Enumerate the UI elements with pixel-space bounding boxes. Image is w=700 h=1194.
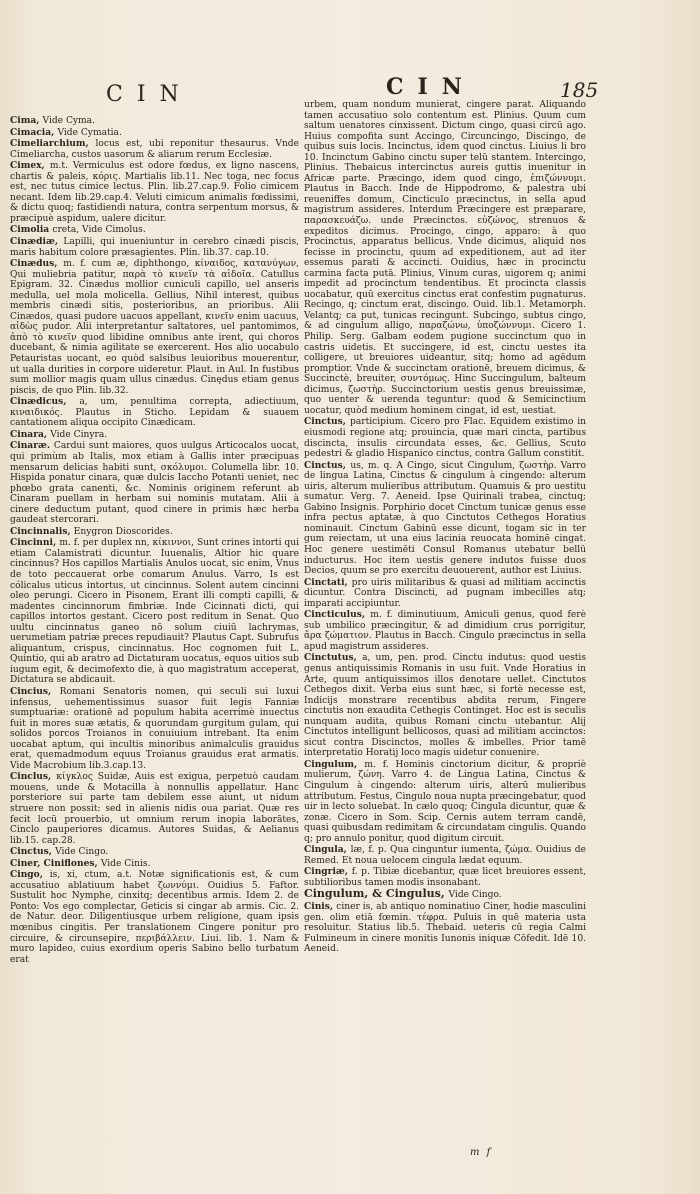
entry-text: m.t. Vermiculus est odore fœdus, ex ligno nascens, chartis & paleis, κόρις. Martialis lib.11. Nec toga, nec focus est, nec tutus cimice lectus. Plin. lib.27.cap.9. Folio cimicem necant. Idem lib.29.cap.4. Veluti cimicum animalis fœdissimi, & dictu quoq; fastidiendi natura, contra serpentum morsus, & præcipuè aspidum, ualere dicitur.	[10, 161, 299, 224]
entry-text: ciner is, ab antiquo nominatiuo Ciner, hodie masculini gen. olim etiā fœmin. τέφρα. Puluis in quē materia usta resoluitur. Statius lib.5. Thebaid. ueteris cū regia Calmi Fulmineum in cinere monitis Iunonis iniquæ Cōfedit. Idē 10. Aeneid.	[304, 902, 586, 955]
entry-text: m. f. cum æ, diphthongo, κίναιδος, κατανύγων, Qui muliebria patitur, παρὰ τὸ κινεῖν τὰ αἰδοῖα. Catullus Epigram. 32. Cinædus mollior cuniculi capillo, uel anseris medulla, uel mola molicella. Gellius, Nihil interest, quibus membris cinædi sitis, posterioribus, an prioribus. Alii Cinædos, quasi pudore uacuos appellant, κινεῖν enim uacuus, αἰδὼς pudor. Alii interpretantur saltatores, uel pantomimos, ἀπὸ τὸ κινεῖν quod libidine omnibus ante irent, qui choros ducebant, & nimia agilitate se exercerent. Hos alio uocabulo Petauristas uocant, eo quòd salsibus leuioribus mouerentur, ut ualla durities in corpore uideretur. Plaut. in Aul. In fustibus sum mollior magis quam ullus cinædus. Cinędus etiam genus piscis, de quo Plin. lib.32.	[10, 259, 299, 396]
header-left-word: CIN	[106, 82, 193, 107]
dictionary-entry	[304, 461, 586, 577]
entry-text: f. p. Tibiæ dicebantur, quæ licet breuiores essent, subtilioribus tamen modis insonabant.	[304, 867, 586, 888]
catchword: m f	[470, 1147, 493, 1158]
dictionary-entry	[304, 867, 586, 888]
dictionary-entry	[10, 128, 299, 139]
entry-headword: Cinis,	[304, 901, 337, 913]
entry-text: Lapilli, qui inueniuntur in cerebro cinædi piscis, maris habitum colore præsagientes. Plin. lib.37. cap.10.	[10, 237, 299, 258]
dictionary-entry	[10, 161, 299, 224]
entry-text: Enygron Dioscorides.	[73, 526, 173, 537]
entry-text: κίγκλος Suidæ, Auis est exigua, perpetuò caudam mouens, unde & Motacilla à nonnullis appellatur. Hanc porsteriore sui parte tam debilem esse aiunt, ut nidum struere non possit: sed in alienis nidis oua pariat. Quæ res fecit locū prouerbio, ut omnium rerum inopia laborātes, Cinclo pauperiores dicamus. Autores Suidas, & Aelianus lib.15. cap.28.	[10, 772, 299, 846]
entry-headword: Cinædicus,	[10, 396, 80, 408]
entry-text: is, xi, ctum, a.t. Notæ significationis est, & cum accusatiuo ablatiuum habet ζωννύμι. Ouidius 5. Faftor. Sustulit hoc Nymphe, cinxitq; decentibus armis. Idem 2. de Ponto: Vos ego complectar, Geticis si cingar ab armis. Cic. 2. de Natur. deor. Diligentiusque urbem religione, quam ipsis mœnibus cingitis. Per translationem Cingere ponitur pro circuire, & circunsepire, περιβάλλειν. Liui. lib. 1. Nam & muro lapideo, cuius exordium operis Sabino bello turbatum erat	[10, 870, 299, 965]
entry-headword: Cingulum,	[304, 758, 365, 770]
dictionary-entry	[304, 100, 586, 416]
entry-text: Vide Cinyra.	[50, 429, 108, 440]
entry-text: participium. Cicero pro Flac. Equidem existimo in eiusmodi regione atq; prouincia, quæ mari cincta, partibus discincta, insulis circundata esses, &c. Gellius, Scuto pedestri & gladio Hispanico cinctus, contra Gallum constitit.	[304, 417, 586, 460]
entry-headword: Cimolia	[10, 224, 53, 236]
dictionary-entry	[10, 538, 299, 686]
entry-headword: Cinctus,	[304, 459, 351, 471]
entry-text: m. f. per duplex nn, κίκιννοι, Sunt crines intorti qui etiam Calamistrati dicuntur. Iuuenalis, Altior hic quare cincinnus? Hos capillos Martialis Anulos uocat, sic enim, Vnus de toto peccauerat orbe comarum Anulus. Varro, Is est cólicalus uticus intortus, ut cincinnus. Solent autem cincinni oleo perungi. Cicero in Pisonem, Erant illi compti capilli, & madentes cincinnorum fimbriæ. Inde Cicinnati dicti, qui capillos intortos gestant. Cicero post reditum in Senat. Quo uultu cincinnatus ganeo nō solum ciuiū lachrymas, uerumetiam patriæ preces repudiauit? Plautus Capt. Subrufus aliquantum, crispus, cincinnatus. Hoc cognomen fuit L. Quintio, qui ab aratro ad Dictaturam uocatus, equos uitios sub iugum egit, & decimofexto die, à quo magistratum acceperat, Dictatura se abdicauit.	[10, 538, 299, 686]
dictionary-entry	[10, 225, 299, 236]
entry-headword: Cimex,	[10, 160, 50, 172]
entry-headword: Cingulum, & Cingulus,	[304, 887, 449, 901]
dictionary-entry	[304, 653, 586, 758]
dictionary-entry	[10, 430, 299, 441]
dictionary-entry	[10, 237, 299, 258]
entry-text: læ, f. p. Qua cinguntur iumenta, ζώμα. Ouidius de Remed. Et noua uelocem cingula lædat equum.	[304, 845, 586, 866]
dictionary-entry	[304, 578, 586, 610]
entry-text: m. f. diminutiuum, Amiculi genus, quod ferè sub umbilico præcingitur, & ad dimidium crus porrigitur, ἄρα ζώματιον. Plautus in Bacch. Cingulo præcinctus in sella apud magistrum assideres.	[304, 610, 586, 652]
dictionary-entry	[10, 139, 299, 160]
entry-text: Vide Cyma.	[42, 116, 95, 126]
entry-headword: Cingriæ,	[304, 866, 352, 878]
dictionary-entry	[304, 902, 586, 955]
dictionary-entry	[10, 859, 299, 870]
entry-headword: Cinclus,	[10, 771, 57, 783]
dictionary-entry	[10, 259, 299, 396]
entry-text: a, um, pen. prod. Cinctu indutus: quod uestis genus antiquissimis Romanis in usu fuit. Vnde Horatius in Arte, quum antiquissimos illos denotare uellet. Cinctutos Cethegos dixit. Verba eius sunt hæc, si fortè necesse est, Indicijs monstrare recentibus abdita rerum, Fingere cinctutis non exaudita Cethegis Continget. Hoc est is seculis nunquam audita, quibus Romani cinctu utebantur. Alij Cinctutos intelligunt bellicosos, quasi ad militiam accinctos: sicut contra Discinctos, molles & imbelles. Prior tamē interpretatio Horatij loco magis uidetur conuenire.	[304, 653, 586, 759]
dictionary-entry	[304, 845, 586, 866]
entry-headword: Cimeliarchium,	[10, 138, 96, 150]
entry-headword: Cingo,	[10, 869, 50, 881]
dictionary-entry	[10, 847, 299, 858]
entry-headword: Cinctus,	[304, 416, 351, 428]
entry-text: a, um, penultima correpta, adiectiuum, κιναιδικός. Plautus in Sticho. Lepidam & suauem cantationem aliqua occipito Cinædicam.	[10, 397, 299, 429]
entry-headword: Cincinni,	[10, 537, 60, 549]
entry-headword: Cimacia,	[10, 126, 58, 138]
entry-text: locus est, ubi reponitur thesaurus. Vnde Cimeliarcha, custos uasorum & aliarum rerum Ecclesiæ.	[10, 139, 299, 160]
dictionary-entry	[10, 397, 299, 429]
entry-headword: Cinaræ.	[10, 440, 54, 452]
dictionary-entry	[304, 417, 586, 459]
entry-headword: Cincticulus,	[304, 609, 371, 621]
entry-headword: Cinctati,	[304, 576, 352, 588]
entry-text: Vide Cymatia.	[57, 127, 122, 138]
dictionary-entry	[10, 772, 299, 846]
entry-text: Cardui sunt maiores, quos uulgus Articocalos uocat, qui primùm ab Italis, mox etiam à Gallis inter præcipuas mensarum delicias habiti sunt, σκόλυμοι. Columella libr. 10. Hispida ponatur cinara, quæ dulcis Iaccho Potanti ueniet, nec phœbo grata canenti, &c. Nominis originem referunt ab Cinaram puellam in herbam sui nominis mutatam. Alii à cinere deductum putant, quod cinere in primis hæc herba gaudeat stercorari.	[10, 441, 299, 526]
entry-text: pro uiris militaribus & quasi ad militiam accinctis dicuntur. Contra Discincti, ad pugnam imbecilles atq; imparati accipiuntur.	[304, 577, 586, 609]
entry-text: Vide Cingo.	[55, 847, 109, 858]
entry-headword: Cinctus,	[10, 846, 56, 858]
entry-headword: Cinædiæ,	[10, 236, 64, 248]
dictionary-entry	[10, 116, 299, 127]
entry-headword: Cincinnalis,	[10, 525, 74, 537]
dictionary-entry	[10, 870, 299, 965]
dictionary-entry	[304, 889, 586, 901]
dictionary-entry	[10, 687, 299, 771]
header-right-word: CIN	[386, 74, 476, 100]
right-column	[304, 100, 586, 1160]
dictionary-entry	[10, 441, 299, 525]
page-number: 185	[560, 78, 599, 102]
entry-text: Vide Cinis.	[100, 858, 151, 869]
entry-headword: Cima,	[10, 116, 43, 126]
entry-headword: Cinctutus,	[304, 652, 363, 664]
entry-text: Romani Senatoris nomen, qui seculi sui luxui infensus, uehementissimus suasor fuit legis Fanniæ sumptuariæ: orationē ad populum habita acerrimè inuectus fuit in mores suæ ætatis, & quorundam gurgitum gulam, qui solidos porcos Troianos in conuiuium intrebant. Ita enim uocabat aptum, qui incultis minoribus animalculis grauidus erat, quemadmodum equus Troianus grauidus erat armatis. Vide Macrobium lib.3.cap.13.	[10, 686, 299, 771]
entry-text: m. f. Hominis cinctorium dicitur, & propriè mulierum, ζώνη. Varro 4. de Lingua Latina, Cinctus & Cingulum à cingendo: alterum uiris, alterū mulieribus attributum. Festus, Cingulo noua nupta præcingebatur, quod uir in lecto soluebat. In cælo quoq; Cingula dicuntur, quæ & zonæ. Cicero in Som. Scip. Cernis autem terram candē, quasi quibusdam redimitam & circundatam cingulis. Quando q; pro annulo ponitur, quod digitum circuit.	[304, 759, 586, 844]
entry-text: urbem, quam nondum munierat, cingere parat. Aliquando tamen accusatiuo solo contentum est. Plinius. Quum cum saltum uenatores cinxissent. Dictum cingo, quasi circū ago. Huius compofita sunt Accingo, Circuncingo, Discingo, de quibus suis locis. Incinctus, idem quod cinctus. Liuius li bro 10. Incinctum Gabino cinctu super telū stantem. Intercingo, Plinius. Thebaicus intercinctus aureis guttis inuenitur in Africæ parte. Præcingo, idem quod cingo, ἐπιζώννυμι. Plautus in Bacch. Inde de Hippodromo, & palestra ubi reueniffes domum, Cincticulo præcinctus, in sella apud magistrum assideres. Interdum Præcingere est præparare, παρασκευάζω. unde Præcinctos. εὐζώνος, strenuos & expeditos dicimus. Procingo, cingo, apparo: à quo Procinctus, apparatus bellicus. Vnde dicimus, aliquid nos fecisse in procinctu, quum ad expeditionem, aut ad iter essemus parati & accincti. Ouidius, hæc in procinctu carmina facta putā. Plinius, Vinum curas, uigorem q; animi impedit ad procinctum tendentibus. Et procincta classis uocabatur, quū exercitus cinctus erat confestim pugnaturus. Recingo, q; cinctum erat, discingo. Ouid. lib.1. Metamorph. Velantq; ca put, tunicas recingunt. Subcingo, subtus cingo, & ad cingulum alligo, παραζώνω, ὑποζώννυμι. Cicero 1. Philip. Serg. Galbam eodem pugione succinctum quo in castris uidetis. Et succingere, id est, cinctu uestes ita colligere, ut breuiores uideantur, sitq; homo ad agēdum promptior. Vnde & succinctam orationē, breuem dicimus, & Succinctè, breuiter, συντόμως. Hinc Succingulum, balteum dicimus, ζωστὴρ. Succinctorium uestis genus breuissimæ, quo uenter & uerenda teguntur: quod & Semicinctium uocatur, quòd medium hominem cingat, id est, uestiat.	[304, 100, 586, 416]
entry-headword: Cincius,	[10, 685, 60, 697]
entry-headword: Ciner, Ciniflones,	[10, 857, 101, 869]
dictionary-entry	[304, 610, 586, 652]
entry-headword: Cinædus,	[10, 258, 64, 270]
entry-text: creta, Vide Cimolus.	[52, 225, 146, 236]
entry-text: Vide Cingo.	[448, 890, 502, 901]
dictionary-entry	[304, 760, 586, 844]
left-column	[10, 116, 299, 1176]
entry-text: us, m. q. A Cingo, sicut Cingulum, ζωστὴρ. Varro de lingua Latina, Cinctus & cingulum à cingendo: alterum uiris, alterum mulieribus attributum. Quamuis & pro uestitu sumatur. Verg. 7. Aeneid. Ipse Quirinali trabea, cinctuq; Gabino Insignis. Porphirio docet Cinctum tunicæ genus esse infra pectus aptatæ, à quo Cinctutos Cethegos Horatius nominauit. Cinctum Gabinū esse dicunt, togam sic in ter gum reiectam, ut una eius lacinia reuocata hominē cingat. Hoc genere uestimēti Consul Romanus utebatur bellū inducturus. Hoc item uestis genere indutos fuisse duos Decios, quum se pro exercitu deuouerent, author est Liuius.	[304, 460, 586, 577]
entry-headword: Cinara,	[10, 428, 51, 440]
entry-headword: Cingula,	[304, 844, 351, 856]
dictionary-entry	[10, 527, 299, 538]
